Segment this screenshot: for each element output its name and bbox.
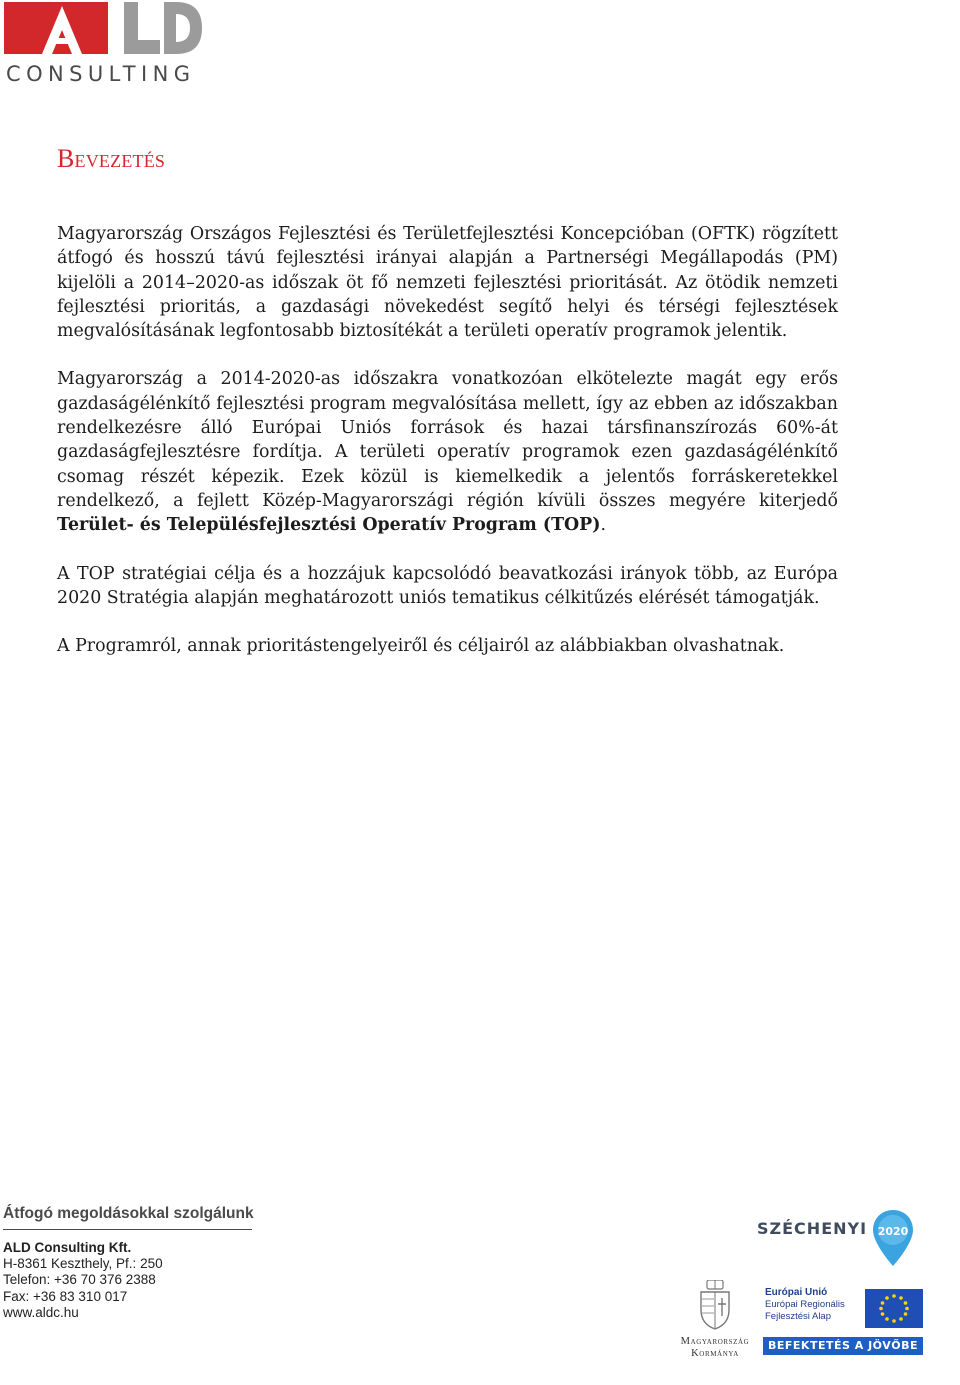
company-name: ALD Consulting Kft.: [3, 1240, 132, 1255]
ald-consulting-logo: [4, 2, 204, 84]
contact-info: [3, 1240, 258, 1321]
hungarian-government-logo: [672, 1280, 758, 1360]
program-name: Terület- és Településfejlesztési Operatív Program (TOP): [57, 515, 601, 536]
logo-subtitle: CONSULTING: [6, 62, 196, 86]
eu-name: Európai Unió: [765, 1287, 828, 1298]
paragraph: Magyarország Országos Fejlesztési és Területfejlesztési Koncepcióban (OFTK) rögzített átfogó és hosszú távú fejlesztési irányai alapján a Partnerségi Megállapodás (PM) kijelöli a 2014–2020-as időszak öt fő nemzeti fejlesztési prioritását. Az ötödik nemzeti fejlesztési prioritás, a gazdasági növekedést segítő helyi és térségi fejlesztések megvalósításának legfontosabb biztosítékát a területi operatív programok jelentik.: [57, 224, 838, 342]
eu-fund-line-1: Európai Regionális: [765, 1299, 845, 1310]
eu-slogan: BEFEKTETÉS A JÖVŐBE: [763, 1337, 923, 1355]
government-line-1: Magyarország: [680, 1336, 750, 1347]
footer-contact-block: [3, 1205, 258, 1321]
eu-flag-icon: [865, 1289, 923, 1328]
coat-of-arms-icon: [698, 1280, 732, 1330]
szechenyi-year: 2020: [877, 1225, 909, 1238]
szechenyi-label: SZÉCHENYI: [757, 1219, 868, 1238]
eu-fund-line-2: Fejlesztési Alap: [765, 1311, 832, 1322]
szechenyi-2020-logo: [757, 1208, 917, 1270]
map-pin-icon: [871, 1208, 915, 1268]
footer-tagline: Átfogó megoldásokkal szolgálunk: [3, 1205, 252, 1230]
government-line-2: Kormánya: [691, 1348, 739, 1359]
paragraph: A TOP stratégiai célja és a hozzájuk kapcsolódó beavatkozási irányok több, az Európa 2020 Stratégia alapján meghatározott uniós tematikus célkitűzés elérését támogatják.: [57, 563, 838, 608]
document-body: [57, 222, 838, 682]
phone: Telefon: +36 70 376 2388: [3, 1272, 156, 1288]
eu-text: [765, 1287, 861, 1323]
address: H-8361 Keszthely, Pf.: 250: [3, 1256, 163, 1272]
ald-logo-mark: [4, 2, 204, 62]
paragraph-end: .: [600, 515, 607, 536]
page-title: Bevezetés: [57, 144, 166, 173]
paragraph: A Programról, annak prioritástengelyeiről és céljairól az alábbiakban olvashatnak.: [57, 636, 785, 657]
paragraph-text: Magyarország a 2014-2020-as időszakra vonatkozóan elkötelezte magát egy erős gazdaságélénkítő fejlesztési program megvalósítása mellett, így az ebben az időszakban rendelkezésre álló Európai Uniós források és hazai társfinanszírozás 60%-át gazdaságfejlesztésre fordítja. A területi operatív programok ezen gazdaságélénkítő csomag részét képezik. Ezek közül is kiemelkedik a jelentős forráskeretekkel rendelkező, a fejlett Közép-Magyarországi régión kívüli összes megyére kiterjedő: [57, 369, 838, 511]
website-link[interactable]: www.aldc.hu: [3, 1304, 79, 1320]
paragraph: [57, 367, 838, 537]
fax: Fax: +36 83 310 017: [3, 1288, 128, 1304]
